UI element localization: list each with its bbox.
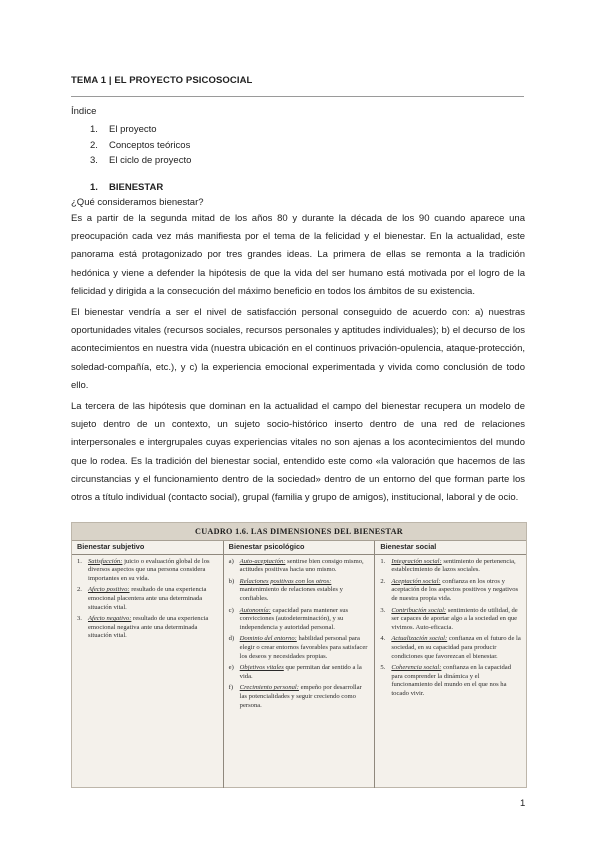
dimension-description: resultado de una experiencia emocional placentera ante una determinada situación vital. [88,586,207,611]
table-column [224,541,376,788]
dimension-description: que permitan dar sentido a la vida. [239,664,362,680]
dimension-term: Autonomía: [239,606,271,614]
dimension-term: Relaciones positivas con los otros: [239,577,332,585]
table-columns [72,541,526,788]
dimension-term: Afecto positivo: [88,586,130,594]
index-list [90,122,191,169]
column-header: Bienestar subjetivo [72,543,223,555]
index-item: 1. El proyecto [90,124,157,135]
dimension-term: Dominio del entorno: [239,635,297,643]
dimension-term: Contribución social: [391,606,447,614]
dimension-term: Afecto negativo: [88,615,132,623]
dimension-description: sentimiento de pertenencia, establecimiento de lazos sociales. [391,557,516,574]
dimension-description: habilidad personal para elegir o crear entornos favorables para satisfacer los deseos y necesidades propias. [239,635,368,660]
section-question: ¿Qué consideramos bienestar? [71,197,204,208]
dimension-item: b) Relaciones positivas con los otros: mantenimiento de relaciones estables y confiables. [228,577,343,602]
dimension-item: e) Objetivos vitales que permitan dar sentido a la vida. [228,664,362,680]
dimension-description: empeño por desarrollar las potencialidades y seguir creciendo como persona. [239,684,362,709]
dimension-item: 4. Actualización social: confianza en el futuro de la sociedad, en su capacidad para producir condiciones que favorezcan el bienestar. [380,635,521,660]
index-item: 3. El ciclo de proyecto [90,155,192,166]
index-item: 2. Conceptos teóricos [90,139,191,151]
dimension-item: 1. Satisfacción: juicio o evaluación global de los diversos aspectos que una persona considera importantes en su vida. [77,557,210,582]
dimension-term: Coherencia social: [391,664,442,672]
dimension-term: Objetivos vitales [239,664,284,672]
dimension-item: c) Autonomía: capacidad para mantener sus convicciones (autodeterminación), y su independencia y autoridad personal. [228,606,349,631]
dimension-item: 2. Afecto positivo: resultado de una experiencia emocional placentera ante una determinada situación vital. [77,586,207,611]
dimension-term: Aceptación social: [391,577,441,585]
dimension-item: 3. Afecto negativo: resultado de una experiencia emocional negativa ante una determinada situación vital. [77,615,209,640]
column-header: Bienestar social [375,543,526,555]
dimension-description: confianza en la capacidad para comprender la dinámica y el funcionamiento del mundo en el que nos ha tocado vivir. [391,664,512,697]
dimension-description: capacidad para mantener sus convicciones (autodeterminación), y su independencia y autoridad personal. [239,606,349,631]
dimension-item: 5. Coherencia social: confianza en la capacidad para comprender la dinámica y el funcionamiento del mundo en el que nos ha tocado vivir. [380,664,512,697]
dimension-item: d) Dominio del entorno: habilidad personal para elegir o crear entornos favorables para satisfacer los deseos y necesidades propias. [228,635,368,660]
dimension-term: Crecimiento personal: [239,684,299,692]
dimension-description: resultado de una experiencia emocional negativa ante una determinada situación vital. [88,615,209,640]
dimension-term: Satisfacción: [88,557,123,565]
page-number: 1 [520,798,526,809]
section-heading: 1. BIENESTAR [90,182,164,193]
dimension-description: sentirse bien consigo mismo, actitudes positivas hacia uno mismo. [239,557,364,574]
header-divider [71,96,524,97]
column-header: Bienestar psicológico [224,543,375,555]
dimension-description: confianza en el futuro de la sociedad, en su capacidad para producir condiciones que favorezcan el bienestar. [391,635,521,660]
dimension-term: Integración social: [391,557,442,565]
table-title: CUADRO 1.6. LAS DIMENSIONES DEL BIENESTAR [72,523,526,541]
index-title: Índice [71,106,97,117]
dimension-item: 2. Aceptación social: confianza en los otros y aceptación de los aspectos positivos y negativos de nuestra propia vida. [380,577,519,602]
dimension-item: f) Crecimiento personal: empeño por desarrollar las potencialidades y seguir creciendo como persona. [228,684,362,709]
paragraph: La tercera de las hipótesis que dominan en la actualidad el campo del bienestar recupera un modelo de sujeto dentro de un contexto, un sujeto socio-histórico inserto dentro de una red de relaciones interpersonales e intergrupales cuyas experiencias vitales no son ajenas a los acontecimientos del mundo que lo rodea. Es la tradición del bienestar social, entendido este como «la valoración que hacemos de las circunstancias y el funcionamiento dentro de la sociedad» dentro de un entorno del que forman parte los otros a título individual (contacto social), grupal (familia y grupo de amigos), institucional, laboral y de ocio. [71,401,525,504]
dimension-description: mantenimiento de relaciones estables y confiables. [239,586,343,602]
dimension-term: Auto-aceptación: [239,557,286,565]
dimension-item: 3. Contribución social: sentimiento de utilidad, de ser capaces de aportar algo a la sociedad en que vivimos. Auto-eficacia. [380,606,518,631]
dimension-item: 1. Integración social: sentimiento de pertenencia, establecimiento de lazos sociales. [380,557,516,574]
table-column [375,541,526,788]
wellbeing-dimensions-table [71,522,527,788]
document-header: TEMA 1 | EL PROYECTO PSICOSOCIAL [71,75,253,86]
dimension-description: confianza en los otros y aceptación de los aspectos positivos y negativos de nuestra propia vida. [391,577,519,602]
paragraph: El bienestar vendría a ser el nivel de satisfacción personal conseguido de acuerdo con: a) nuestras oportunidades vitales (recursos sociales, recursos personales y aptitudes individuales); b) el decurso de los acontecimientos en nuestra vida (nuestra ubicación en el continuos privación-opulencia, ataque-protección, soledad-compañía, etc.), y c) la experiencia emocional experimentada y vivida como conclusión de todo ello. [71,307,525,391]
paragraph: Es a partir de la segunda mitad de los años 80 y durante la década de los 90 cuando aparece una preocupación cada vez más manifiesta por el tema de la felicidad y el bienestar. En la actualidad, este panorama está protagonizado por tres grandes ideas. La primera de ellas se remonta a la tradición hedónica y viene a defender la hipótesis de que la vida del ser humano está motivada por el logro de la felicidad y dirigida a la consecución del máximo beneficio en todos los ámbitos de su existencia. [71,213,525,297]
dimension-item: a) Auto-aceptación: sentirse bien consigo mismo, actitudes positivas hacia uno mismo. [228,557,364,574]
dimension-description: juicio o evaluación global de los diversos aspectos que una persona considera importantes en su vida. [88,557,210,582]
dimension-term: Actualización social: [391,635,448,643]
dimension-description: sentimiento de utilidad, de ser capaces de aportar algo a la sociedad en que vivimos. Auto-eficacia. [391,606,518,631]
table-column [72,541,224,788]
